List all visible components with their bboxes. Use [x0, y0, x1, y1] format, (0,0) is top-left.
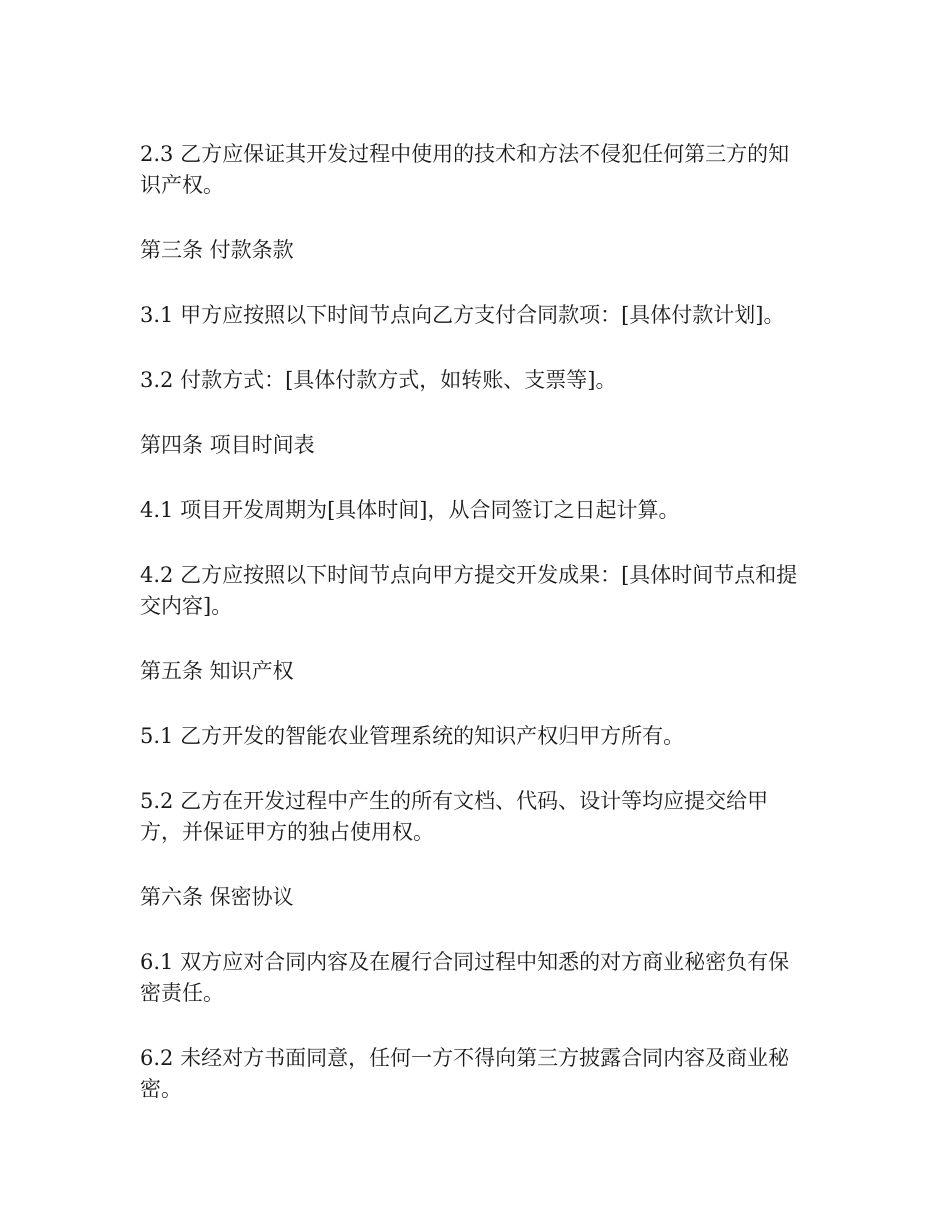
clause-3-1: 3.1 甲方应按照以下时间节点向乙方支付合同款项：[具体付款计划]。	[140, 303, 785, 327]
clause-6-2: 6.2 未经对方书面同意，任何一方不得向第三方披露合同内容及商业秘密。	[140, 1046, 790, 1101]
clause-5-2: 5.2 乙方在开发过程中产生的所有文档、代码、设计等均应提交给甲方，并保证甲方的独占使用权。	[140, 789, 769, 844]
article-4-heading: 第四条 项目时间表	[140, 433, 315, 457]
clause-6-1: 6.1 双方应对合同内容及在履行合同过程中知悉的对方商业秘密负有保密责任。	[140, 950, 790, 1005]
clause-2-3: 2.3 乙方应保证其开发过程中使用的技术和方法不侵犯任何第三方的知识产权。	[140, 142, 790, 197]
document-page	[140, 139, 820, 1105]
clause-4-1: 4.1 项目开发周期为[具体时间]，从合同签订之日起计算。	[140, 498, 680, 522]
clause-4-2: 4.2 乙方应按照以下时间节点向甲方提交开发成果：[具体时间节点和提交内容]。	[140, 563, 798, 618]
article-5-heading: 第五条 知识产权	[140, 659, 294, 683]
clause-5-1: 5.1 乙方开发的智能农业管理系统的知识产权归甲方所有。	[140, 724, 685, 748]
clause-3-2: 3.2 付款方式：[具体付款方式，如转账、支票等]。	[140, 368, 617, 392]
article-6-heading: 第六条 保密协议	[140, 885, 294, 909]
article-3-heading: 第三条 付款条款	[140, 238, 294, 262]
